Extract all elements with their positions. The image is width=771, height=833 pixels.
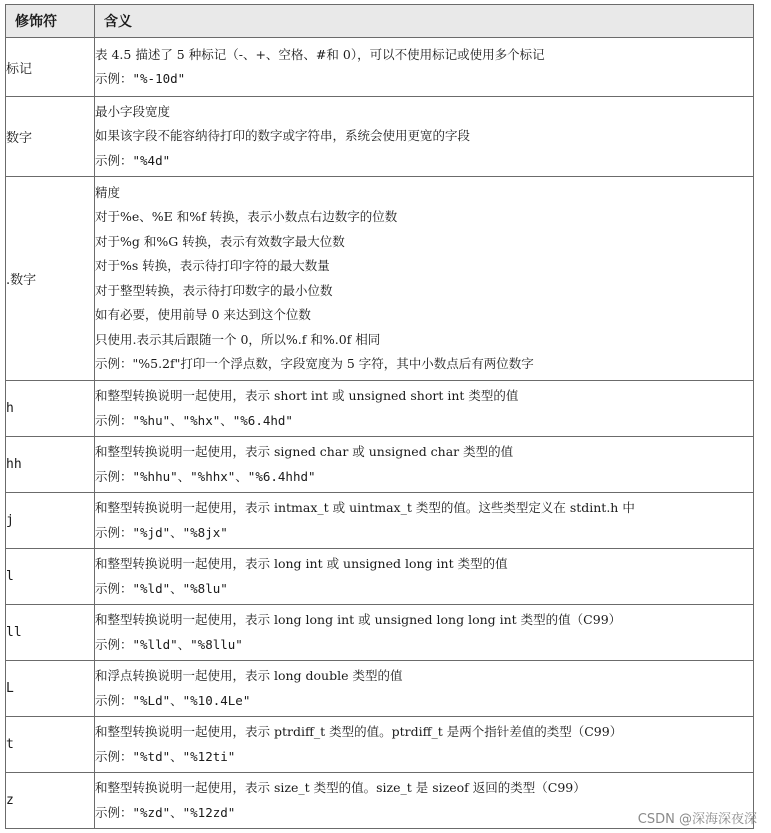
meaning-line: 对于%g 和%G 转换，表示有效数字最大位数 <box>95 233 345 249</box>
meaning-line: 和浮点转换说明一起使用，表示 long double 类型的值 <box>95 668 403 683</box>
table-row <box>6 38 754 97</box>
meaning-line: 和整型转换说明一起使用，表示 short int 或 unsigned short int 类型的值 <box>95 388 519 403</box>
example-line: 示例："%td"、"%12ti" <box>95 748 236 764</box>
meaning-line: 对于%e、%E 和%f 转换，表示小数点右边数字的位数 <box>95 209 398 224</box>
table-row <box>6 605 754 661</box>
meaning-line: 只使用.表示其后跟随一个 0，所以%.f 和%.0f 相同 <box>95 331 381 347</box>
meaning-cell <box>95 437 754 493</box>
table-row <box>6 177 754 381</box>
meaning-line: 和整型转换说明一起使用，表示 signed char 或 unsigned char 类型的值 <box>95 444 514 459</box>
example-line: 示例："%5.2f"打印一个浮点数，字段宽度为 5 字符，其中小数点后有两位数字 <box>95 356 534 371</box>
modifier-cell: l <box>6 549 95 605</box>
example-line: 示例："%hu"、"%hx"、"%6.4hd" <box>95 412 293 428</box>
meaning-line: 如有必要，使用前导 0 来达到这个位数 <box>95 307 311 322</box>
table-row <box>6 493 754 549</box>
modifier-cell: z <box>6 773 95 829</box>
header-modifier: 修饰符 <box>6 5 95 38</box>
meaning-cell <box>95 549 754 605</box>
example-line: 示例："%-10d" <box>95 71 186 86</box>
example-line: 示例："%hhu"、"%hhx"、"%6.4hhd" <box>95 468 316 484</box>
meaning-cell <box>95 38 754 97</box>
meaning-line: 和整型转换说明一起使用，表示 long long int 或 unsigned long long int 类型的值（C99） <box>95 612 622 627</box>
meaning-line: 和整型转换说明一起使用，表示 long int 或 unsigned long int 类型的值 <box>95 556 508 571</box>
modifier-cell: 数字 <box>6 97 95 177</box>
meaning-cell <box>95 493 754 549</box>
table-row <box>6 717 754 773</box>
table-row <box>6 381 754 437</box>
modifier-cell: 标记 <box>6 38 95 97</box>
csdn-watermark: CSDN @深海深夜深 <box>637 812 757 827</box>
example-line: 示例："%zd"、"%12zd" <box>95 804 236 820</box>
modifier-cell: L <box>6 661 95 717</box>
meaning-cell <box>95 381 754 437</box>
modifier-cell: j <box>6 493 95 549</box>
meaning-line: 和整型转换说明一起使用，表示 size_t 类型的值。size_t 是 sizeof 返回的类型（C99） <box>95 780 586 795</box>
modifier-cell: ll <box>6 605 95 661</box>
table-row <box>6 97 754 177</box>
meaning-line: 如果该字段不能容纳待打印的数字或字符串，系统会使用更宽的字段 <box>95 128 471 144</box>
meaning-cell <box>95 97 754 177</box>
table-header-row <box>6 5 754 38</box>
meaning-cell <box>95 177 754 381</box>
modifier-cell: h <box>6 381 95 437</box>
header-meaning: 含义 <box>95 5 754 38</box>
modifier-cell: .数字 <box>6 177 95 381</box>
table-row <box>6 549 754 605</box>
meaning-cell <box>95 661 754 717</box>
example-line: 示例："%Ld"、"%10.4Le" <box>95 692 251 708</box>
meaning-cell <box>95 605 754 661</box>
example-line: 示例："%jd"、"%8jx" <box>95 524 228 540</box>
meaning-cell <box>95 717 754 773</box>
meaning-line: 表 4.5 描述了 5 种标记（-、+、空格、#和 0），可以不使用标记或使用多个标记 <box>95 46 545 62</box>
table-row <box>6 661 754 717</box>
example-line: 示例："%4d" <box>95 152 171 168</box>
example-line: 示例："%lld"、"%8llu" <box>95 636 243 652</box>
modifier-cell: t <box>6 717 95 773</box>
meaning-line: 对于%s 转换，表示待打印字符的最大数量 <box>95 258 330 273</box>
meaning-line: 和整型转换说明一起使用，表示 intmax_t 或 uintmax_t 类型的值。这些类型定义在 stdint.h 中 <box>95 500 635 515</box>
table-row <box>6 437 754 493</box>
example-line: 示例："%ld"、"%8lu" <box>95 580 228 596</box>
meaning-line: 精度 <box>95 184 121 200</box>
meaning-line: 和整型转换说明一起使用，表示 ptrdiff_t 类型的值。ptrdiff_t 是两个指针差值的类型（C99） <box>95 724 623 739</box>
meaning-line: 最小字段宽度 <box>95 103 171 119</box>
printf-modifiers-table <box>5 4 754 829</box>
meaning-line: 对于整型转换，表示待打印数字的最小位数 <box>95 282 333 298</box>
modifier-cell: hh <box>6 437 95 493</box>
